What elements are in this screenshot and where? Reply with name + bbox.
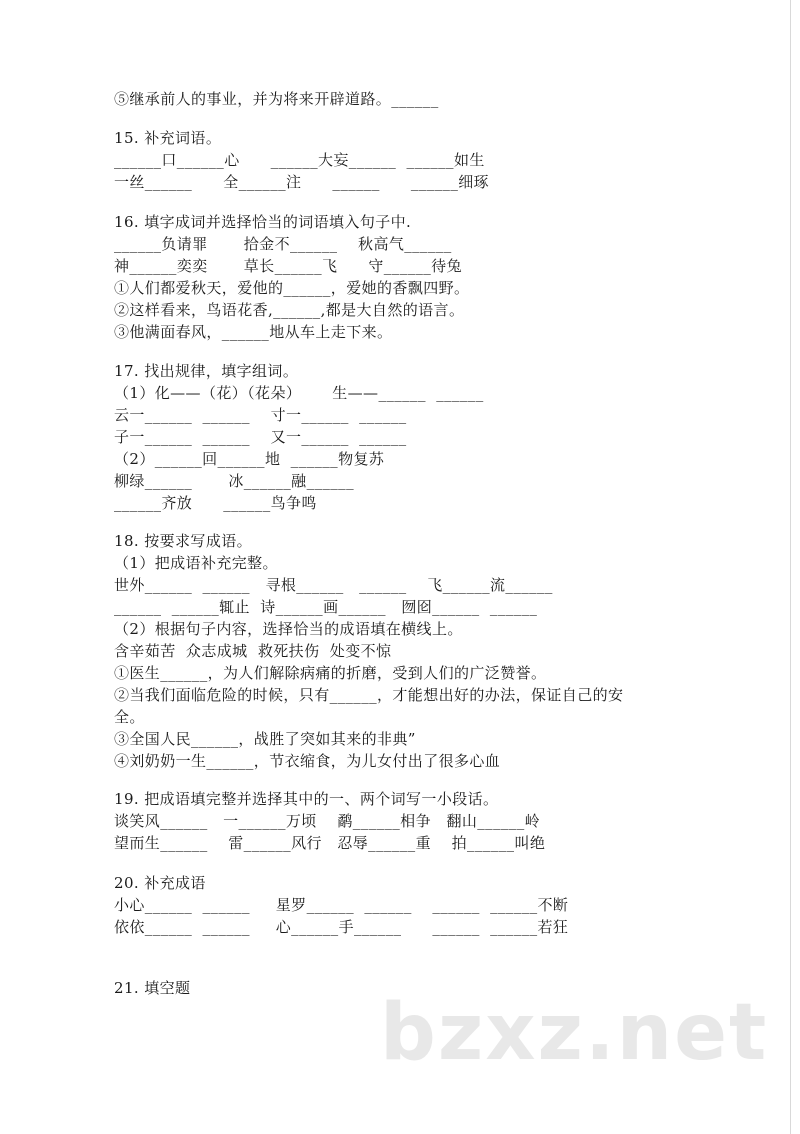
text-line: 16. 填字成词并选择恰当的词语填入句子中.: [114, 213, 412, 231]
text-line: ③全国人民______，战胜了突如其来的非典”: [114, 730, 416, 748]
text-line: 小心______ ______ 星罗______ ______ ______ ______不断: [114, 896, 569, 914]
text-line: ______齐放 ______鸟争鸣: [114, 494, 317, 512]
text-line: （2）______回______地 ______物复苏: [114, 450, 385, 468]
watermark: bzxz.net: [380, 988, 769, 1078]
text-line: ①医生______，为人们解除病痛的折磨，受到人们的广泛赞誉。: [114, 664, 547, 682]
text-line: ②这样看来，鸟语花香,______,都是大自然的语言。: [114, 301, 465, 319]
text-line: 世外______ ______ 寻根______ ______ 飞______流______: [114, 576, 553, 594]
text-line: ④刘奶奶一生______，节衣缩食，为儿女付出了很多心血: [114, 752, 501, 770]
text-line: 21. 填空题: [114, 979, 191, 997]
text-line: ______口______心 ______大妄______ ______如生: [114, 151, 485, 169]
text-line: 20. 补充成语: [114, 874, 206, 892]
text-line: 子一______ ______ 又一______ ______: [114, 428, 407, 446]
text-line: ______负请罪 拾金不______ 秋高气______: [114, 235, 452, 253]
text-line: 神______奕奕 草长______飞 守______待兔: [114, 257, 462, 275]
text-line: 19. 把成语填完整并选择其中的一、两个词写一小段话。: [114, 790, 499, 808]
text-line: （1）化——（花）（花朵） 生——______ ______: [114, 384, 484, 402]
text-line: ______ ______辄止 诗______画______ 囫囵______ ______: [114, 598, 538, 616]
text-line: ①人们都爱秋天，爱他的______，爱她的香飘四野。: [114, 279, 470, 297]
text-line: 依依______ ______ 心______手______ ______ ______若狂: [114, 918, 569, 936]
text-line: 一丝______ 全______注 ______ ______细琢: [114, 173, 490, 191]
text-line: ③他满面春风，______地从车上走下来。: [114, 323, 393, 341]
text-line: 18. 按要求写成语。: [114, 532, 253, 550]
text-line: 柳绿______ 冰______融______: [114, 472, 354, 490]
text-line: 云一______ ______ 寸一______ ______: [114, 406, 407, 424]
text-line: 望而生______ 雷______风行 忍辱______重 拍______叫绝: [114, 834, 546, 852]
text-line: ②当我们面临危险的时候，只有______，才能想出好的办法，保证自己的安: [114, 686, 624, 704]
text-line: 全。: [114, 708, 145, 726]
text-line: 谈笑风______ 一______万顷 鹬______相争 翻山______岭: [114, 812, 541, 830]
text-line: 15. 补充词语。: [114, 129, 222, 147]
text-line: 含辛茹苦 众志成城 救死扶伤 处变不惊: [114, 642, 392, 660]
text-line: （2）根据句子内容，选择恰当的成语填在横线上。: [114, 620, 463, 638]
text-line: 17. 找出规律，填字组词。: [114, 362, 299, 380]
text-line: （1）把成语补充完整。: [114, 554, 278, 572]
text-line: ⑤继承前人的事业，并为将来开辟道路。______: [114, 90, 439, 108]
